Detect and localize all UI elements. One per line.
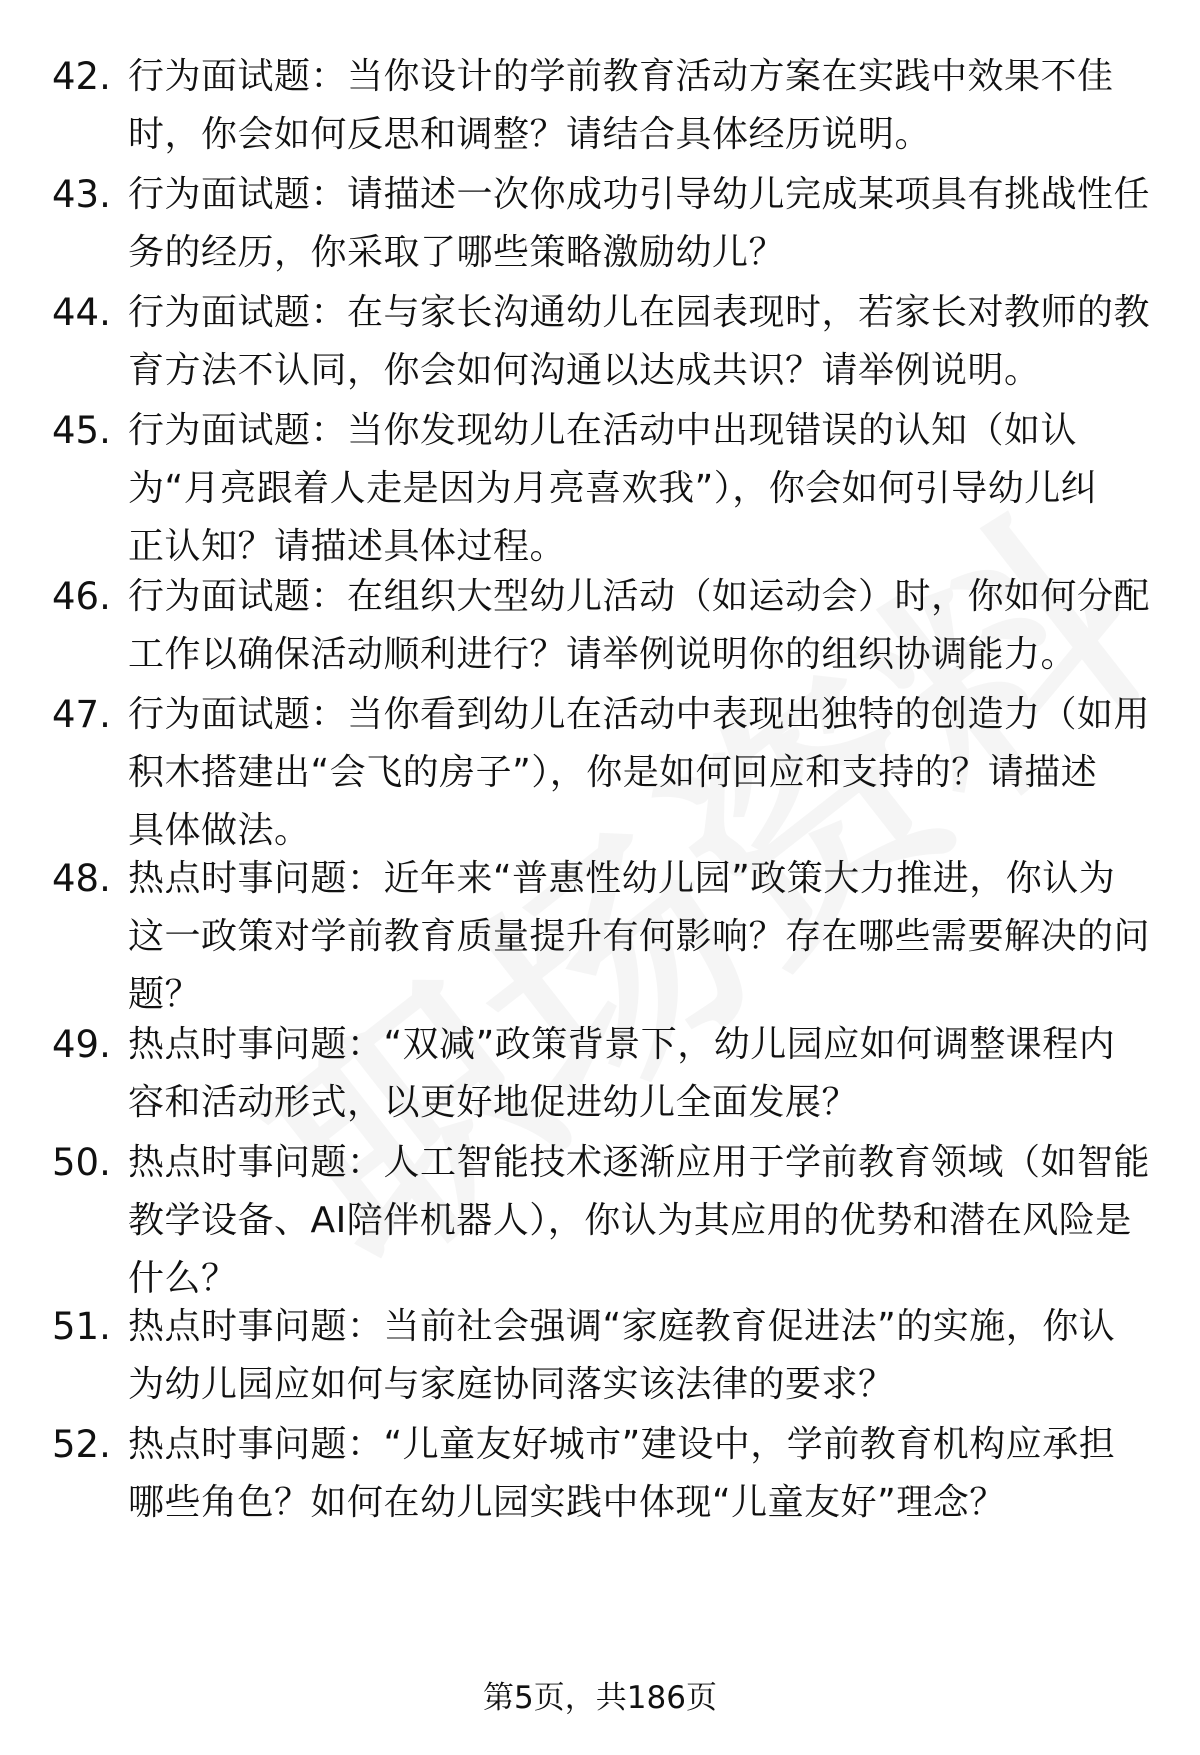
question-line: 行为面试题：在与家长沟通幼儿在园表现时，若家长对教师的教	[128, 292, 1151, 333]
question-line: 行为面试题：当你发现幼儿在活动中出现错误的认知（如认	[128, 410, 1078, 451]
question-line: 行为面试题：在组织大型幼儿活动（如运动会）时，你如何分配	[128, 576, 1151, 617]
question-line: 教学设备、AI陪伴机器人），你认为其应用的优势和潜在风险是	[128, 1200, 1132, 1241]
question-text	[128, 1416, 1148, 1532]
page-footer: 第5页，共186页	[483, 1680, 717, 1716]
question-line: 容和活动形式，以更好地促进幼儿全面发展？	[128, 1082, 859, 1123]
question-line: 为“月亮跟着人走是因为月亮喜欢我”），你会如何引导幼儿纠	[128, 468, 1098, 509]
question-line: 具体做法。	[128, 810, 311, 851]
question-line: 题？	[128, 974, 202, 1015]
question-number: 45.	[52, 409, 111, 452]
question-text	[128, 284, 1151, 400]
question-line: 热点时事问题：人工智能技术逐渐应用于学前教育领域（如智能	[128, 1142, 1151, 1183]
question-line: 行为面试题：当你看到幼儿在活动中表现出独特的创造力（如用	[128, 694, 1151, 735]
question-text	[128, 402, 1148, 576]
question-text	[128, 1134, 1151, 1308]
question-number: 48.	[52, 857, 111, 900]
question-line: 工作以确保活动顺利进行？请举例说明你的组织协调能力。	[128, 634, 1078, 675]
question-line: 热点时事问题：近年来“普惠性幼儿园”政策大力推进，你认为	[128, 858, 1116, 899]
question-number: 42.	[52, 55, 111, 98]
question-line: 热点时事问题：“双减”政策背景下，幼儿园应如何调整课程内	[128, 1024, 1116, 1065]
question-line: 时，你会如何反思和调整？请结合具体经历说明。	[128, 114, 932, 155]
question-text	[128, 166, 1151, 282]
question-line: 热点时事问题：“儿童友好城市”建设中，学前教育机构应承担	[128, 1424, 1116, 1465]
question-line: 积木搭建出“会飞的房子”），你是如何回应和支持的？请描述	[128, 752, 1098, 793]
question-line: 为幼儿园应如何与家庭协同落实该法律的要求？	[128, 1364, 895, 1405]
question-text	[128, 568, 1151, 684]
question-number: 43.	[52, 173, 111, 216]
question-text	[128, 1298, 1148, 1414]
question-number: 49.	[52, 1023, 111, 1066]
question-number: 51.	[52, 1305, 111, 1348]
question-number: 46.	[52, 575, 111, 618]
question-text	[128, 1016, 1148, 1132]
question-line: 育方法不认同，你会如何沟通以达成共识？请举例说明。	[128, 350, 1041, 391]
question-line: 热点时事问题：当前社会强调“家庭教育促进法”的实施，你认	[128, 1306, 1116, 1347]
question-line: 什么？	[128, 1258, 238, 1299]
question-number: 47.	[52, 693, 111, 736]
question-line: 这一政策对学前教育质量提升有何影响？存在哪些需要解决的问	[128, 916, 1151, 957]
question-number: 44.	[52, 291, 111, 334]
question-line: 哪些角色？如何在幼儿园实践中体现“儿童友好”理念？	[128, 1482, 1006, 1523]
question-text	[128, 48, 1148, 164]
question-text	[128, 686, 1151, 860]
question-line: 行为面试题：请描述一次你成功引导幼儿完成某项具有挑战性任	[128, 174, 1151, 215]
question-line: 务的经历，你采取了哪些策略激励幼儿？	[128, 232, 786, 273]
question-text	[128, 850, 1151, 1024]
question-number: 52.	[52, 1423, 111, 1466]
question-line: 正认知？请描述具体过程。	[128, 526, 567, 567]
question-line: 行为面试题：当你设计的学前教育活动方案在实践中效果不佳	[128, 56, 1114, 97]
question-number: 50.	[52, 1141, 111, 1184]
